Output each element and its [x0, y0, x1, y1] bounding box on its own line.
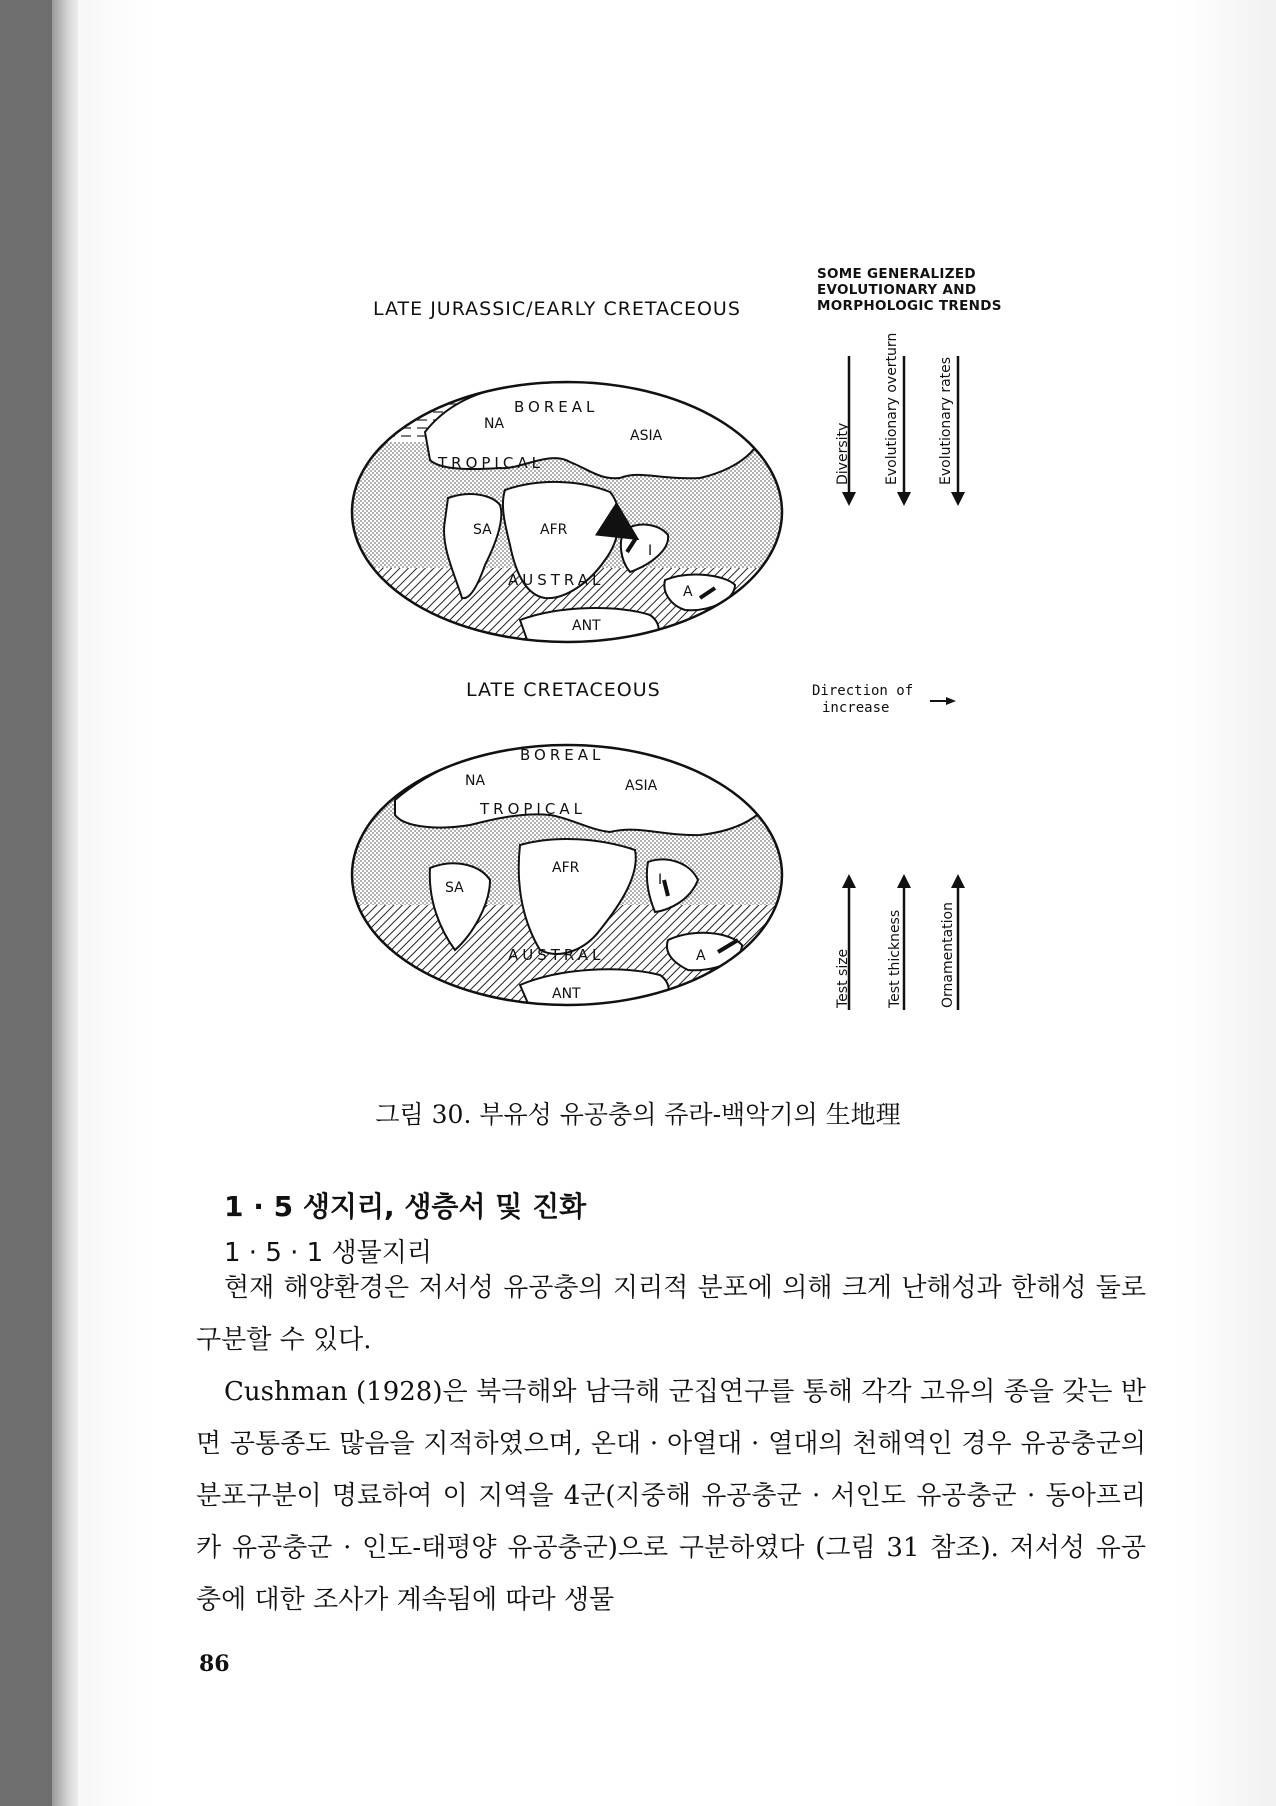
page-number: 86: [199, 1651, 230, 1677]
landmass-australia: [664, 575, 735, 611]
subsection-heading: 1 · 5 · 1 생물지리: [224, 1238, 432, 1268]
label-ant: ANT: [552, 986, 581, 1002]
label-asia: ASIA: [630, 428, 663, 444]
trends-heading-line: MORPHOLOGIC TRENDS: [817, 298, 1002, 314]
section-heading: 1 · 5 생지리, 생층서 및 진화: [224, 1190, 587, 1223]
paragraph: Cushman (1928)은 북극해와 남극해 군집연구를 통해 각각 고유의 종을 갖는 반면 공통종도 많음을 지적하였으며, 온대 · 아열대 · 열대의 천해역인 경우 유공충군의 분포구분이 명료하여 이 지역을 4군(지중해 유공충군 · 서인도 유공충군 · 동아프리카 유공충군 · 인도-태평양 유공충군)으로 구분하였다 (그림 31 참조). 저서성 유공충에 대한 조사가 계속됨에 따라 생물: [196, 1377, 1146, 1615]
label-australia: A: [683, 584, 693, 600]
trend-label: Test size: [835, 948, 851, 1008]
map1-title: LATE JURASSIC/EARLY CRETACEOUS: [373, 298, 741, 320]
map-1: [340, 380, 800, 650]
label-na: NA: [465, 773, 486, 789]
label-asia: ASIA: [625, 778, 658, 794]
label-tropical: TROPICAL: [480, 800, 586, 818]
label-australia: A: [696, 948, 706, 964]
map2-title: LATE CRETACEOUS: [466, 679, 661, 701]
trend-label: Test thickness: [887, 909, 903, 1008]
label-boreal: BOREAL: [520, 746, 605, 764]
label-afr: AFR: [552, 860, 580, 876]
label-boreal: BOREAL: [514, 398, 599, 416]
label-india: I: [658, 872, 663, 888]
trends-heading-line: EVOLUTIONARY AND: [817, 282, 977, 298]
legend: [812, 683, 952, 717]
trend-label: Evolutionary rates: [938, 356, 954, 485]
legend-line: Direction of: [812, 683, 914, 699]
label-sa: SA: [473, 522, 492, 538]
label-ant: ANT: [572, 618, 601, 634]
label-austral: AUSTRAL: [508, 946, 605, 964]
trends-heading-line: SOME GENERALIZED: [817, 266, 976, 282]
trend-label: Diversity: [835, 422, 851, 485]
legend-line: increase: [822, 700, 890, 716]
label-na: NA: [484, 416, 505, 432]
label-austral: AUSTRAL: [508, 571, 605, 589]
body-text: [196, 1262, 1146, 1626]
label-india: I: [648, 543, 653, 559]
label-tropical: TROPICAL: [438, 454, 544, 472]
figure-caption: 그림 30. 부유성 유공충의 쥬라-백악기의 生地理: [375, 1100, 901, 1129]
trend-label: Ornamentation: [940, 902, 956, 1008]
label-afr: AFR: [540, 522, 568, 538]
label-sa: SA: [445, 880, 464, 896]
trend-label: Evolutionary overturn: [884, 332, 900, 485]
paragraph: 현재 해양환경은 저서성 유공충의 지리적 분포에 의해 크게 난해성과 한해성 둘로 구분할 수 있다.: [196, 1273, 1146, 1355]
